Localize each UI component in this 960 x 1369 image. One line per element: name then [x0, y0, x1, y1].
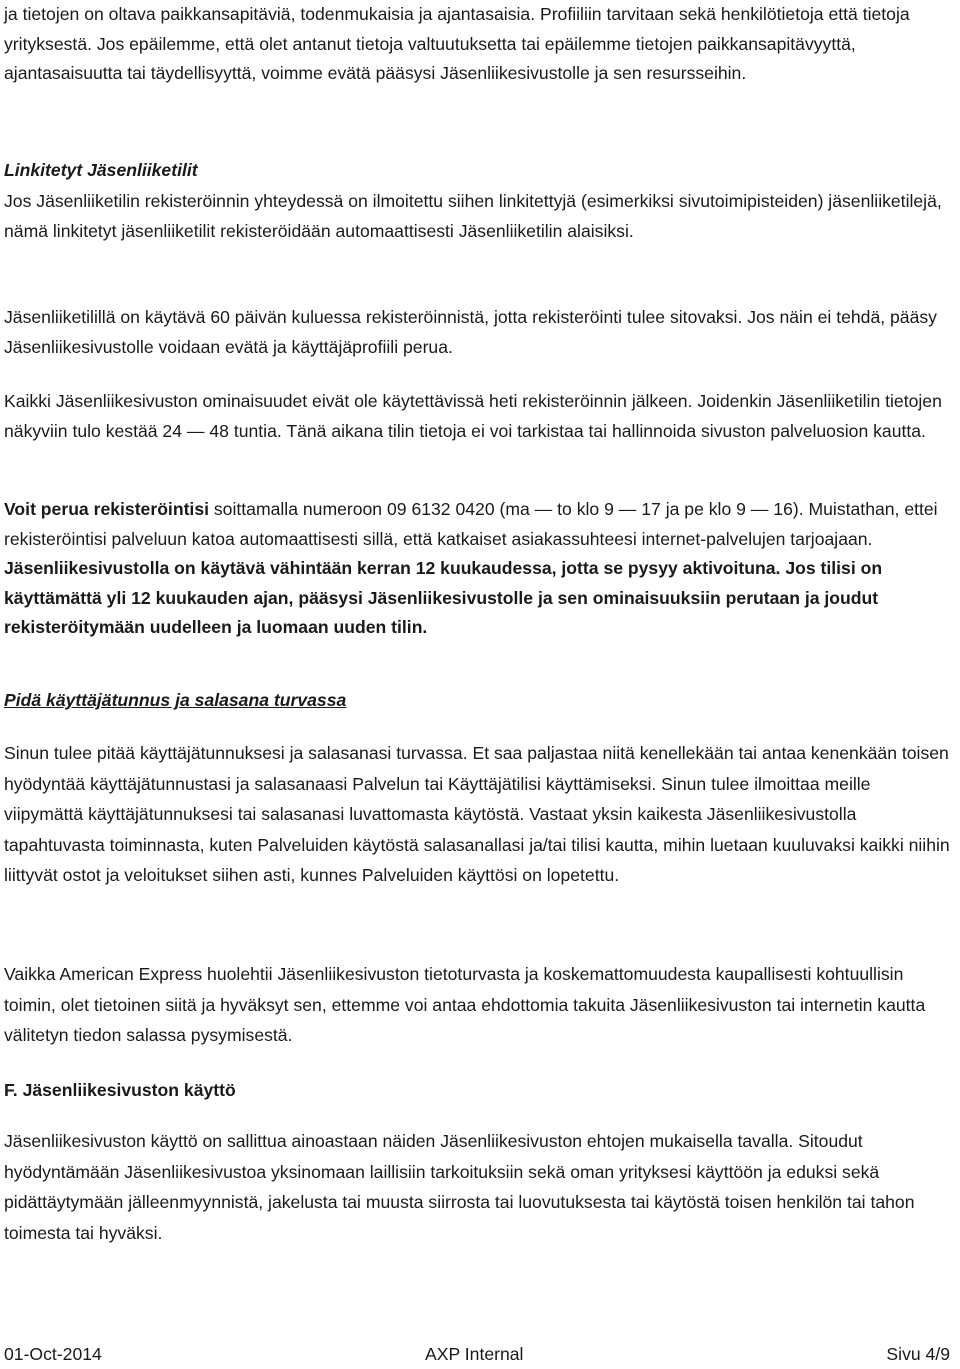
- section-f-heading-text: F. Jäsenliikesivuston käyttö: [4, 1080, 236, 1100]
- linked-accounts-heading-text: Linkitetyt Jäsenliiketilit: [4, 160, 198, 180]
- footer-page-number: Sivu 4/9: [886, 1344, 950, 1364]
- page-footer: [4, 1344, 950, 1368]
- linked-accounts-heading: [4, 156, 954, 186]
- cancel-lead: Voit perua rekisteröintisi: [4, 499, 209, 519]
- section-f-heading: [4, 1076, 954, 1106]
- section-f-paragraph: Jäsenliikesivuston käyttö on sallittua ainoastaan näiden Jäsenliikesivuston ehtojen mukaisella tavalla. Sitoudut hyödyntämään Jäsenliikesivustoa yksinomaan laillisiin tarkoituksiin sekä oman yrityksesi käyttöön ja eduksi sekä pidättäytymään jälleenmyynnistä, jakelusta tai muusta siirrosta tai luovutuksesta tai käytöstä toisen henkilön tai tahon toimesta tai hyväksi.: [4, 1131, 915, 1243]
- security-heading: [4, 686, 954, 716]
- footer-classification: AXP Internal: [425, 1344, 524, 1364]
- cancel-text: soittamalla numeroon 09 6132 0420 (ma — to klo 9 — 17 ja pe klo 9 — 16). Muistathan, ettei rekisteröintisi palveluun katoa automaattisesti sillä, että katkaiset asiakassuhteesi internet-palvelujen tarjoajaan.: [4, 499, 938, 549]
- features-availability-paragraph: Kaikki Jäsenliikesivuston ominaisuudet eivät ole käytettävissä heti rekisteröinnin jälkeen. Joidenkin Jäsenliiketilin tietojen näkyviin tulo kestää 24 — 48 tuntia. Tänä aikana tilin tietoja ei voi tarkistaa tai hallinnoida sivuston palveluosion kautta.: [4, 391, 942, 441]
- activation-deadline-paragraph: Jäsenliiketilillä on käytävä 60 päivän kuluessa rekisteröinnistä, jotta rekisteröinti tulee sitovaksi. Jos näin ei tehdä, pääsy Jäsenliikesivustolle voidaan evätä ja käyttäjäprofiili perua.: [4, 307, 937, 357]
- cancel-registration-paragraph: [4, 495, 954, 643]
- activity-requirement: Jäsenliikesivustolla on käytävä vähintään kerran 12 kuukaudessa, jotta se pysyy aktivoituna.: [4, 558, 781, 578]
- security-heading-text: Pidä käyttäjätunnus ja salasana turvassa: [4, 690, 347, 710]
- linked-accounts-paragraph: Jos Jäsenliiketilin rekisteröinnin yhteydessä on ilmoitettu siihen linkitettyjä (esimerkiksi sivutoimipisteiden) jäsenliiketilejä, nämä linkitetyt jäsenliiketilit rekisteröidään automaattisesti Jäsenliiketilin alaisiksi.: [4, 191, 942, 241]
- inactivity-warning: Jos tilisi on käyttämättä yli 12 kuukauden ajan, pääsysi Jäsenliikesivustolle ja sen ominaisuuksiin perutaan ja joudut rekisteröitymään uudelleen ja luomaan uuden tilin.: [4, 558, 883, 637]
- footer-date: 01-Oct-2014: [4, 1344, 102, 1364]
- security-disclaimer-paragraph: Vaikka American Express huolehtii Jäsenliikesivuston tietoturvasta ja koskemattomuudesta kaupallisesti kohtuullisin toimin, olet tietoinen siitä ja hyväksyt sen, ettemme voi antaa ehdottomia takuita Jäsenliikesivuston tai internetin kautta välitetyn tiedon salassa pysymisestä.: [4, 964, 926, 1045]
- intro-paragraph: ja tietojen on oltava paikkansapitäviä, todenmukaisia ja ajantasaisia. Profiiliin tarvitaan sekä henkilötietoja että tietoja yrityksestä. Jos epäilemme, että olet antanut tietoja valtuutuksetta tai epäilemme tietojen paikkansapitävyyttä, ajantasaisuutta tai täydellisyyttä, voimme evätä pääsysi Jäsenliikesivustolle ja sen resursseihin.: [4, 4, 910, 83]
- security-paragraph: Sinun tulee pitää käyttäjätunnuksesi ja salasanasi turvassa. Et saa paljastaa niitä kenellekään tai antaa kenenkään toisen hyödyntää käyttäjätunnustasi ja salasanaasi Palvelun tai Käyttäjätilisi käyttämiseksi. Sinun tulee ilmoittaa meille viipymättä käyttäjätunnuksesi tai salasanasi luvattomasta käytöstä. Vastaat yksin kaikesta Jäsenliikesivustolla tapahtuvasta toiminnasta, kuten Palveluiden käytöstä salasanallasi ja/tai tilisi kautta, mihin luetaan kuuluvaksi kaikki niihin liittyvät ostot ja veloitukset siihen asti, kunnes Palveluiden käyttösi on lopetettu.: [4, 743, 950, 885]
